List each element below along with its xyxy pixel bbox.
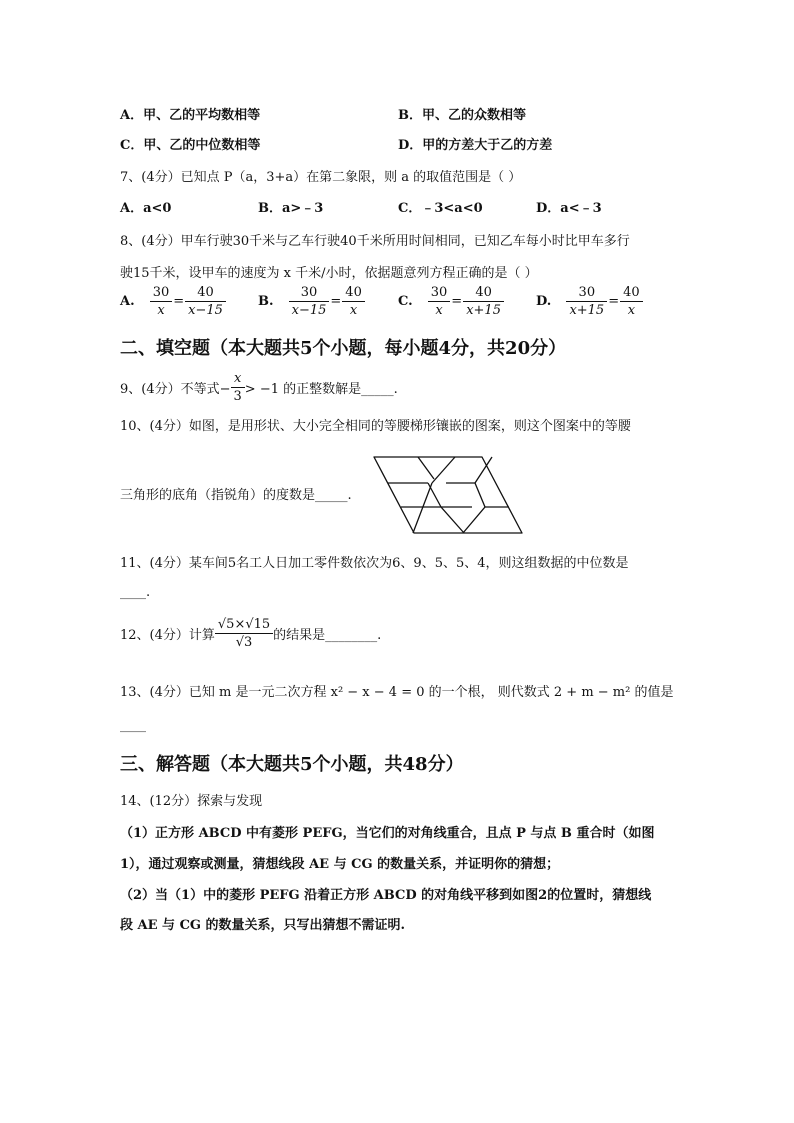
fraction: $\frac{40}{x}$ [342, 286, 365, 317]
q13-line2: ____ [120, 718, 146, 733]
q6-option-d: D．甲的方差大于乙的方差 [398, 138, 553, 153]
q10-line2: 三角形的底角（指锐角）的度数是_____. [120, 488, 352, 503]
fraction: $\frac{30}{x-15}$ [289, 286, 330, 317]
q6-option-c: C．甲、乙的中位数相等 [120, 138, 261, 153]
q10-line1: 10、(4分）如图，是用形状、大小完全相同的等腰梯形镶嵌的图案，则这个图案中的等腰 [120, 419, 631, 434]
fraction: $\frac{40}{x-15}$ [185, 286, 226, 317]
q11-line1: 11、(4分）某车间5名工人日加工零件数依次为6、9、5、5、4，则这组数据的中位数是 [120, 556, 629, 571]
section-heading-solutions: 三、解答题（本大题共5个小题，共48分） [120, 754, 464, 775]
fraction: $\frac{30}{x}$ [428, 286, 451, 317]
q8-line1: 8、(4分）甲车行驶30千米与乙车行驶40千米所用时间相同，已知乙车每小时比甲车多行 [120, 234, 630, 249]
q7-option-c: C．﹣3<a<0 [398, 201, 483, 216]
q13-line1: 13、(4分）已知 m 是一元二次方程 x² − x − 4 = 0 的一个根， 则代数式 2 + m − m² 的值是 [120, 685, 674, 700]
fraction: $\frac{x}{3}$ [231, 372, 245, 403]
option-label: D. [536, 294, 552, 309]
q11-line2: ____. [120, 585, 151, 600]
fraction: $\frac{40}{x}$ [620, 286, 643, 317]
q8-option-a: A. $\frac{30}{x}$ = $\frac{40}{x-15}$ [120, 286, 226, 317]
q14-part2-line2: 段 AE 与 CG 的数量关系，只写出猜想不需证明. [120, 918, 406, 933]
q8-option-d: D. $\frac{30}{x+15}$ = $\frac{40}{x}$ [536, 286, 643, 317]
q7-option-b: B．a>﹣3 [258, 201, 324, 216]
q6-option-b: B．甲、乙的众数相等 [398, 108, 526, 123]
section-heading-fill-in: 二、填空题（本大题共5个小题，每小题4分，共20分） [120, 338, 567, 359]
q14-part1-line2: 1），通过观察或测量，猜想线段 AE 与 CG 的数量关系，并证明你的猜想； [120, 857, 560, 872]
q7-stem: 7、(4分）已知点 P（a，3+a）在第二象限，则 a 的取值范围是（ ） [120, 170, 522, 185]
fraction: $\frac{√5\times√15}{√3}$ [215, 618, 273, 649]
q14-part2-line1: （2）当（1）中的菱形 PEFG 沿着正方形 ABCD 的对角线平移到如图2的位置时，猜想线 [120, 888, 652, 903]
q12: 12、(4分）计算 $\frac{√5\times√15}{√3}$ 的结果是________. [120, 617, 382, 650]
q8-option-c: C. $\frac{30}{x}$ = $\frac{40}{x+15}$ [398, 286, 504, 317]
option-label: A. [120, 294, 135, 309]
q7-option-a: A．a<0 [120, 201, 172, 216]
q9: 9、(4分）不等式− $\frac{x}{3}$ > −1 的正整数解是_____. [120, 371, 398, 404]
trapezoid-tessellation-figure [372, 455, 524, 535]
fraction: $\frac{40}{x+15}$ [463, 286, 504, 317]
q8-option-b: B. $\frac{30}{x-15}$ = $\frac{40}{x}$ [258, 286, 365, 317]
option-label: C. [398, 294, 413, 309]
fraction: $\frac{30}{x}$ [150, 286, 173, 317]
option-label: B. [258, 294, 274, 309]
fraction: $\frac{30}{x+15}$ [566, 286, 607, 317]
q7-option-d: D．a<﹣3 [536, 201, 602, 216]
q8-line2: 驶15千米，设甲车的速度为 x 千米/小时，依据题意列方程正确的是（ ） [120, 266, 538, 281]
q14-stem: 14、(12分）探索与发现 [120, 794, 263, 809]
q14-part1-line1: （1）正方形 ABCD 中有菱形 PEFG，当它们的对角线重合，且点 P 与点 B 重合时（如图 [120, 826, 655, 841]
q6-option-a: A．甲、乙的平均数相等 [120, 108, 261, 123]
